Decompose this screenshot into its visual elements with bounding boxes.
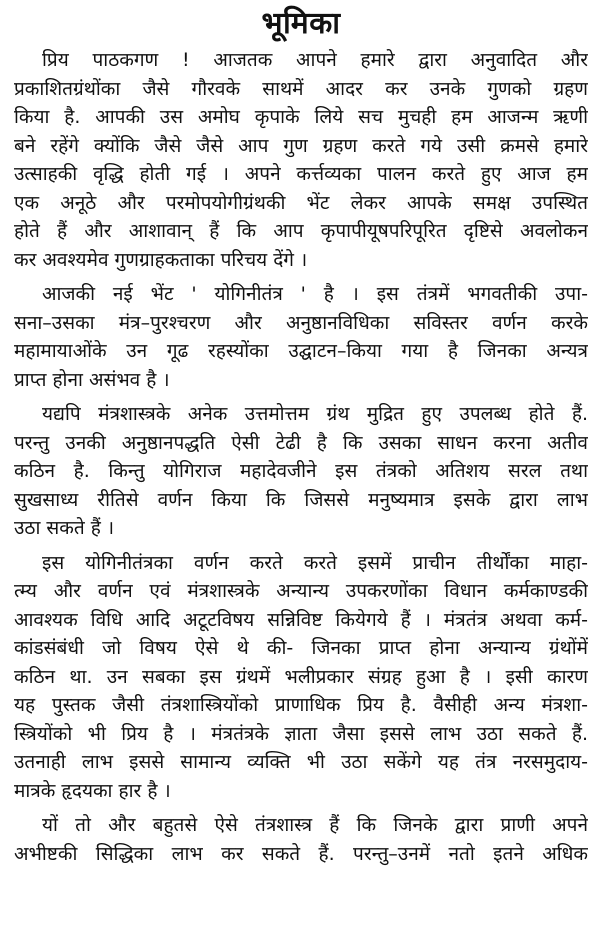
text-line: अभीष्टकी सिद्धिका लाभ कर सकते हैं. परन्तु–उनमें नतो इतने अधिक — [14, 842, 588, 865]
paragraph-1 — [14, 46, 588, 274]
paragraph-3 — [14, 400, 588, 543]
text-line: सना–उसका मंत्र–पुरश्चरण और अनुष्ठानविधिका सविस्तर वर्णन करके — [14, 311, 588, 334]
paragraph-5 — [14, 811, 588, 868]
text-line: यों तो और बहुतसे ऐसे तंत्रशास्त्र हैं कि जिनके द्वारा प्राणी अपने — [42, 814, 588, 836]
text-line: कर अवश्यमेव गुणग्राहकताका परिचय देंगे । — [14, 248, 308, 271]
text-line: आजकी नई भेंट ' योगिनीतंत्र ' है । इस तंत्रमें भगवतीकी उपा- — [42, 283, 588, 305]
text-line: सुखसाध्य रीतिसे वर्णन किया कि जिससे मनुष्यमात्र इसके द्वारा लाभ — [14, 488, 588, 511]
paragraph-2 — [14, 280, 588, 394]
text-line: मात्रके हृदयका हार है । — [14, 779, 171, 802]
text-line: प्राप्त होना असंभव है । — [14, 368, 170, 391]
text-line: उठा सकते हैं । — [14, 517, 115, 539]
paragraph-4 — [14, 549, 588, 806]
text-line: प्रिय पाठकगण ! आजतक आपने हमारे द्वारा अनुवादित और — [42, 49, 588, 71]
text-line: कांडसंबंधी जो विषय ऐसे थे की- जिनका प्राप्त होना अन्यान्य ग्रंथोंमें — [14, 637, 588, 659]
text-line: महामायाओंके उन गूढ रहस्योंका उद्घाटन–किया गया है जिनका अन्यत्र — [14, 340, 588, 362]
text-line: बने रहेंगे क्योंकि जैसे जैसे आप गुण ग्रहण करते गये उसी क्रमसे हमारे — [14, 134, 588, 157]
text-line: इस योगिनीतंत्रका वर्णन करते करते इसमें प्राचीन तीर्थोंका माहा- — [42, 551, 588, 574]
text-line: स्त्रियोंको भी प्रिय है । मंत्रतंत्रके ज्ञाता जैसा इससे लाभ उठा सकते हैं. — [14, 722, 588, 745]
text-line: कठिन है. किन्तु योगिराज महादेवजीने इस तंत्रको अतिशय सरल तथा — [14, 460, 588, 482]
text-line: आवश्यक विधि आदि अटूटविषय सन्निविष्ट कियेगये हैं । मंत्रतंत्र अथवा कर्म- — [14, 608, 588, 631]
text-line: उतनाही लाभ इससे सामान्य व्यक्ति भी उठा सकेंगे यह तंत्र नरसमुदाय- — [14, 751, 588, 773]
text-line: किया है. आपकी उस अमोघ कृपाके लिये सच मुचही हम आजन्म ऋणी — [14, 106, 588, 128]
text-line: होते हैं और आशावान् हैं कि आप कृपापीयूषपरिपूरित दृष्टिसे अवलोकन — [14, 220, 588, 242]
text-line: यद्यपि मंत्रशास्त्रके अनेक उत्तमोत्तम ग्रंथ मुद्रित हुए उपलब्ध होते हैं. — [42, 403, 588, 425]
text-line: परन्तु उनकी अनुष्ठानपद्धति ऐसी टेढी है कि उसका साधन करना अतीव — [14, 431, 588, 454]
page-title: भूमिका — [261, 6, 341, 41]
text-line: प्रकाशितग्रंथोंका जैसे गौरवके साथमें आदर कर उनके गुणको ग्रहण — [14, 77, 588, 100]
text-line: त्म्य और वर्णन एवं मंत्रशास्त्रके अन्यान्य उपकरणोंका विधान कर्मकाण्डकी — [14, 580, 588, 602]
text-line: यह पुस्तक जैसी तंत्रशास्त्रियोंको प्राणाधिक प्रिय है. वैसीही अन्य मंत्रशा- — [14, 694, 588, 716]
text-line: एक अनूठे और परमोपयोगीग्रंथकी भेंट लेकर आपके समक्ष उपस्थित — [14, 191, 588, 214]
text-line: उत्साहकी वृद्धि होती गई । अपने कर्त्तव्यका पालन करते हुए आज हम — [14, 163, 588, 185]
text-line: कठिन था. उन सबका इस ग्रंथमें भलीप्रकार संग्रह हुआ है । इसी कारण — [14, 665, 588, 688]
